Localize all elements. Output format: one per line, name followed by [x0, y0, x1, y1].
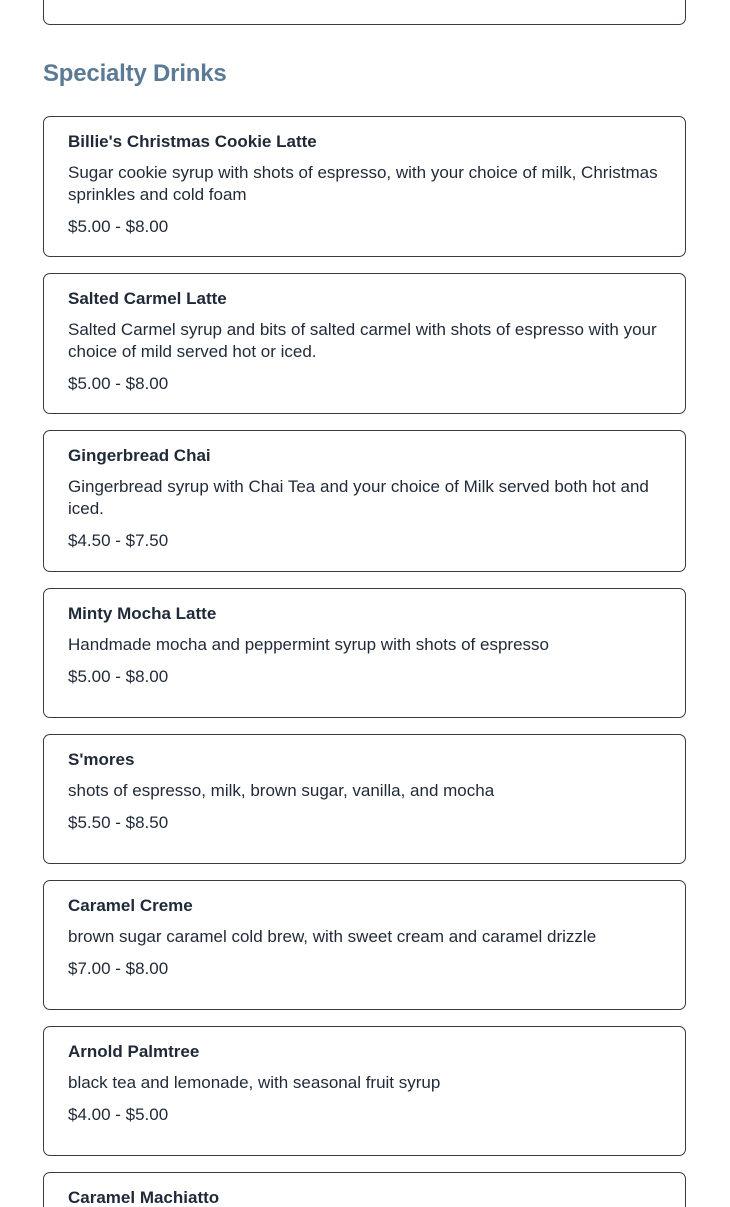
item-description: brown sugar caramel cold brew, with sweet cream and caramel drizzle — [68, 927, 597, 946]
item-description: black tea and lemonade, with seasonal fruit syrup — [68, 1073, 441, 1092]
item-name: Salted Carmel Latte — [68, 289, 227, 308]
item-description: shots of espresso, milk, brown sugar, vanilla, and mocha — [68, 781, 495, 800]
section-title: Specialty Drinks — [43, 60, 227, 87]
previous-menu-card[interactable] — [43, 0, 686, 25]
item-name: Billie's Christmas Cookie Latte — [68, 132, 317, 151]
item-description: Sugar cookie syrup with shots of espresso, with your choice of milk, Christmas sprinkles and cold foam — [68, 163, 658, 204]
menu-item-card[interactable] — [43, 430, 686, 572]
item-price: $5.00 - $8.00 — [68, 374, 169, 393]
menu-item-card[interactable] — [43, 588, 686, 718]
item-name: Arnold Palmtree — [68, 1042, 200, 1061]
item-price: $5.50 - $8.50 — [68, 813, 169, 832]
item-name: Minty Mocha Latte — [68, 604, 217, 623]
item-description: Salted Carmel syrup and bits of salted carmel with shots of espresso with your choice of mild served hot or iced. — [68, 320, 657, 361]
menu-item-card[interactable] — [43, 734, 686, 864]
menu-item-card[interactable] — [43, 273, 686, 414]
item-name: Caramel Machiatto — [68, 1188, 220, 1207]
item-description: Handmade mocha and peppermint syrup with shots of espresso — [68, 635, 549, 654]
item-description: Gingerbread syrup with Chai Tea and your choice of Milk served both hot and iced. — [68, 477, 649, 518]
item-price: $4.50 - $7.50 — [68, 531, 169, 550]
menu-item-card[interactable] — [43, 1026, 686, 1156]
item-name: Caramel Creme — [68, 896, 193, 915]
item-name: S'mores — [68, 750, 135, 769]
item-price: $5.00 - $8.00 — [68, 217, 169, 236]
item-price: $5.00 - $8.00 — [68, 667, 169, 686]
menu-item-card[interactable] — [43, 116, 686, 257]
menu-item-card[interactable] — [43, 880, 686, 1010]
item-name: Gingerbread Chai — [68, 446, 211, 465]
menu-item-card[interactable] — [43, 1172, 686, 1207]
item-price: $4.00 - $5.00 — [68, 1105, 169, 1124]
item-price: $7.00 - $8.00 — [68, 959, 169, 978]
